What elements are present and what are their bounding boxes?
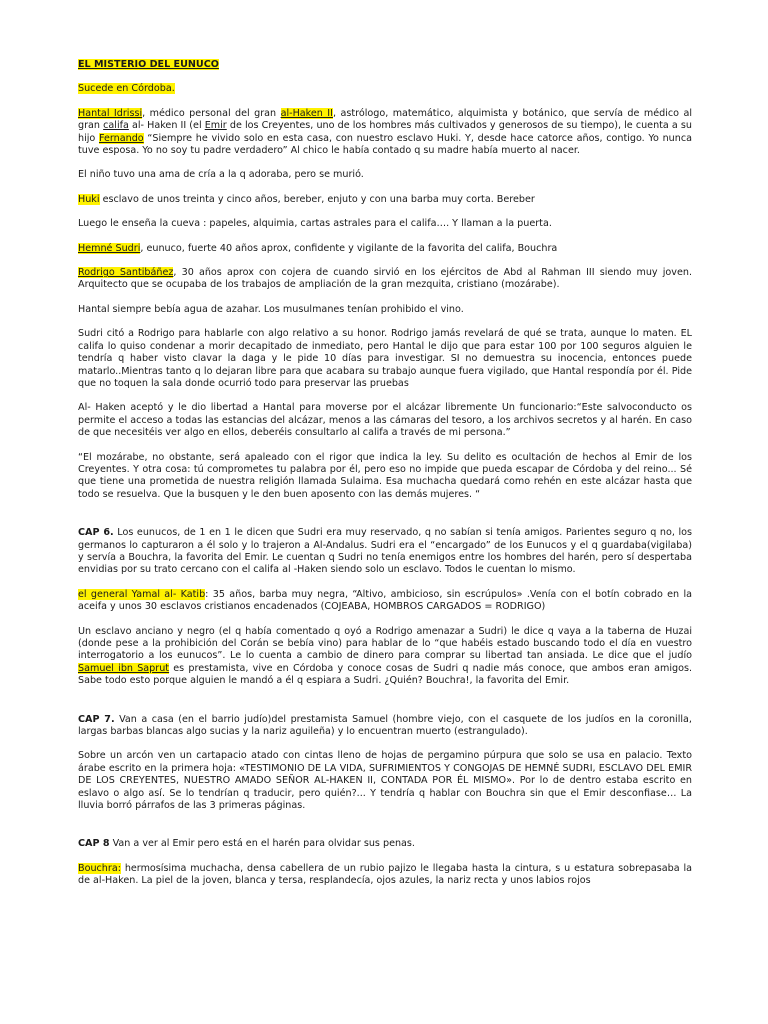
highlight-bouchra: Bouchra:	[78, 862, 121, 874]
chapter-8-label: CAP 8	[78, 838, 110, 850]
paragraph-yamal	[78, 589, 692, 614]
chapter-8	[78, 838, 692, 850]
paragraph-text: , eunuco, fuerte 40 años aprox, confidente y vigilante de la favorita del califa, Bouchra	[140, 242, 558, 254]
paragraph-text: , astrólogo, matemático, alquimista y botánico, que servía de médico al gran	[78, 107, 692, 132]
paragraph-hantal	[78, 108, 692, 158]
title-text: EL MISTERIO DEL EUNUCO	[78, 59, 219, 70]
paragraph-huki	[78, 194, 692, 206]
paragraph-text: hermosísima muchacha, densa cabellera de un rubio pajizo le llegaba hasta la cintura, s u estatura sobrepasaba la de al-Haken. La piel de la joven, blanca y tersa, resplandecía, ojos azules, la nariz recta y unos labios rojos	[78, 862, 692, 887]
highlight-huki: Huki	[78, 193, 100, 205]
paragraph-bouchra	[78, 863, 692, 888]
chapter-7	[78, 714, 692, 739]
highlight-al-haken: al-Haken II	[280, 107, 333, 119]
chapter-6-label: CAP 6.	[78, 527, 114, 539]
paragraph-text: Un esclavo anciano y negro (el q había comentado q oyó a Rodrigo amenazar a Sudri) le dice q vaya a la taberna de Huzai (donde pese a la prohibición del Corán se bebía vino) para hablar de lo “que habéis estado buscando todo el día en vuestro interrogatorio a los eunucos”. Le lo cuenta a cambio de dinero para comprar su libertad tan ansiada. Le dice que el judío	[78, 625, 692, 662]
paragraph-cartapacio: Sobre un arcón ven un cartapacio atado con cintas lleno de hojas de pergamino púrpura que solo se usa en palacio. Texto árabe escrito en la primera hoja: «TESTIMONIO DE LA VIDA, SUFRIMIENTOS Y CONGOJAS DE HEMNÉ SUDRI, ESCLAVO DEL EMIR DE LOS CREYENTES, NUESTRO AMADO SEÑOR AL-HAKEN II, CONTADA POR ÉL MISMO». Por lo de dentro estaba escrito en eslavo o algo así. Se lo tendrían q traducir, pero quién?... Y tendría q hablar con Bouchra sin que el Emir desconfiase… La lluvia borró párrafos de las 3 primeras páginas.	[78, 750, 692, 812]
underlined-emir: Emir	[204, 120, 227, 132]
paragraph-ama: El niño tuvo una ama de cría a la q adoraba, pero se murió.	[78, 169, 364, 181]
chapter-7-label: CAP 7.	[78, 713, 115, 725]
paragraph-text: al- Haken II (el	[128, 120, 205, 132]
paragraph-rodrigo	[78, 267, 692, 292]
paragraph-text: de los Creyentes, uno de los hombres más cultivados y generosos de su tiempo), le cuenta a su hijo	[78, 120, 693, 144]
paragraph-text: : 35 años, barba muy negra, “Altivo, ambicioso, sin escrúpulos» .Venía con el botín cobrado en la aceifa y unos 30 esclavos cristianos encadenados (COJEABA, HOMBROS CARGADOS = RODRIGO)	[78, 588, 693, 613]
highlight-samuel: Samuel ibn Saprut	[78, 662, 170, 674]
paragraph-sudri	[78, 243, 692, 255]
chapter-6	[78, 527, 692, 577]
setting-text: Sucede en Córdoba.	[78, 83, 175, 95]
paragraph-text: “Siempre he vivido solo en esta casa, con nuestro esclavo Huki. Y, desde hace catorce años, contigo. Yo nunca tuve esposa. Yo no soy tu padre verdadero” Al chico le había contado q su madre había muerto al nacer.	[78, 132, 692, 157]
paragraph-honor: Sudri citó a Rodrigo para hablarle con algo relativo a su honor. Rodrigo jamás revelará de qué se trata, aunque lo maten. EL califa lo quiso condenar a morir decapitado de inmediato, pero Hantal le dijo que para estar 100 por 100 seguros alguien le tendría q haber visto clavar la daga y le pide 10 días para investigar. SI no demuestra su inocencia, entonces puede matarlo..Mientras tanto q lo dejaran libre para que acabara su trabajo aunque fuera vigilado, que Hantal respondía por él. Pide que no toquen la sala donde ocurrió todo para preservar las pruebas	[78, 328, 692, 389]
paragraph-text: , 30 años aprox con cojera de cuando sirvió en los ejércitos de Abd al Rahman III siendo muy joven. Arquitecto que se ocupaba de los trabajos de ampliación de la gran mezquita, cristiano (mozárabe).	[78, 267, 692, 291]
paragraph-cueva: Luego le enseña la cueva : papeles, alquimia, cartas astrales para el califa…. Y llaman a la puerta.	[78, 218, 552, 230]
paragraph-text: Los eunucos, de 1 en 1 le dicen que Sudri era muy reservado, q no sabían si tenía amigos. Parientes seguro q no, los germanos lo capturaron a él solo y lo trajeron a Al-Andalus. Sudri era el “encargado” de los Eunucos y el q guardaba(vigilaba) y servía a Bouchra, la favorita del Emir. Le cuentan q Sudri no tenía enemigos entre los hombres del harén, pero sí despertaba envidias por su trato cercano con el califa al -Haken siendo solo un esclavo. Todos le cuentan lo mismo.	[78, 527, 692, 576]
document-title	[78, 59, 692, 71]
highlight-yamal: el general Yamal al- Katib	[78, 588, 206, 600]
document-page	[78, 59, 692, 900]
setting-line	[78, 83, 692, 95]
paragraph-text: Van a casa (en el barrio judío)del prestamista Samuel (hombre viejo, con el casquete de los judíos en la coronilla, largas barbas blancas algo sucias y la nariz aguileña) y lo encuentran muerto (estrangulado).	[78, 713, 692, 738]
paragraph-text: es prestamista, vive en Córdoba y conoce cosas de Sudri q nadie más conoce, que ambos eran amigos. Sabe todo esto porque alguien le mandó a él q espiara a Sudri. ¿Quién? Bouchra!, la favorita del Emir.	[78, 662, 692, 687]
paragraph-esclavo	[78, 626, 692, 688]
paragraph-salvoconducto: Al- Haken aceptó y le dio libertad a Hantal para moverse por el alcázar libremente Un funcionario:“Este salvoconducto os permite el acceso a todas las estancias del alcázar, menos a las cámaras del tesoro, a los archivos secretos y al harén. En caso de que necesitéis ver algo en ellos, deberéis consultarlo al califa a través de mi persona.”	[78, 402, 692, 439]
highlight-rodrigo: Rodrigo Santibáñez	[78, 267, 174, 279]
underlined-califa: califa	[103, 120, 129, 132]
highlight-hemne-sudri: Hemné Sudri	[78, 242, 141, 254]
paragraph-text: esclavo de unos treinta y cinco años, bereber, enjuto y con una barba muy corta. Bereber	[99, 193, 535, 205]
paragraph-mozarabe: “El mozárabe, no obstante, será apaleado con el rigor que indica la ley. Su delito es ocultación de hechos al Emir de los Creyentes. Y otra cosa: tú comprometes tu palabra por él, pero eso no impide que pueda escapar de Córdoba y del reino... Sé que tiene una prometida de nuestra religión llamada Sulaima. Esa muchacha quedará como rehén en este alcázar hasta que todo se resuelva. Que la busquen y le den buen aposento con las demás mujeres. “	[78, 451, 692, 500]
paragraph-text: , médico personal del gran	[142, 107, 281, 119]
highlight-fernando: Fernando	[99, 132, 144, 144]
highlight-hantal: Hantal Idrissi	[78, 107, 143, 119]
paragraph-azahar: Hantal siempre bebía agua de azahar. Los musulmanes tenían prohibido el vino.	[78, 303, 464, 315]
paragraph-text: Van a ver al Emir pero está en el harén para olvidar sus penas.	[109, 838, 415, 850]
